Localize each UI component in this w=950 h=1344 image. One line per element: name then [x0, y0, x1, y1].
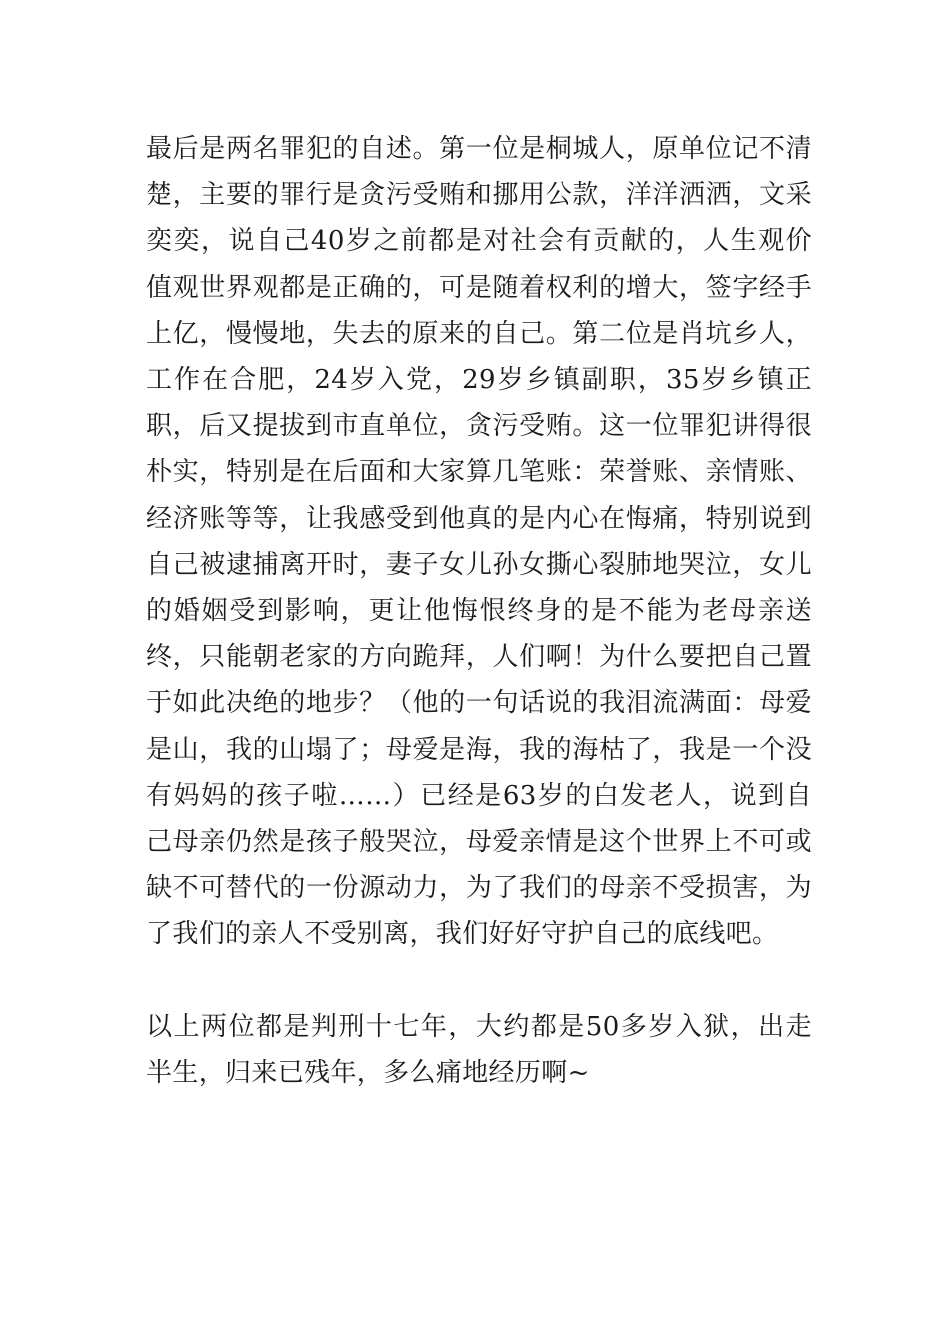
document-body [146, 126, 812, 1096]
paragraph-summary: 以上两位都是判刑十七年，大约都是50多岁入狱，出走半生，归来已残年，多么痛地经历啊~ [146, 1011, 812, 1088]
paragraph-criminal-statements: 最后是两名罪犯的自述。第一位是桐城人，原单位记不清楚，主要的罪行是贪污受贿和挪用公款，洋洋洒洒，文采奕奕，说自己40岁之前都是对社会有贡献的，人生观价值观世界观都是正确的，可是随着权利的增大，签字经手上亿，慢慢地，失去的原来的自己。第二位是肖坑乡人，工作在合肥，24岁入党，29岁乡镇副职，35岁乡镇正职，后又提拔到市直单位，贪污受贿。这一位罪犯讲得很朴实，特别是在后面和大家算几笔账：荣誉账、亲情账、经济账等等，让我感受到他真的是内心在悔痛，特别说到自己被逮捕离开时，妻子女儿孙女撕心裂肺地哭泣，女儿的婚姻受到影响，更让他悔恨终身的是不能为老母亲送终，只能朝老家的方向跪拜，人们啊！为什么要把自己置于如此决绝的地步？（他的一句话说的我泪流满面：母爱是山，我的山塌了；母爱是海，我的海枯了，我是一个没有妈妈的孩子啦……）已经是63岁的白发老人，说到自己母亲仍然是孩子般哭泣，母爱亲情是这个世界上不可或缺不可替代的一份源动力，为了我们的母亲不受损害，为了我们的亲人不受别离，我们好好守护自己的底线吧。 [146, 134, 812, 950]
